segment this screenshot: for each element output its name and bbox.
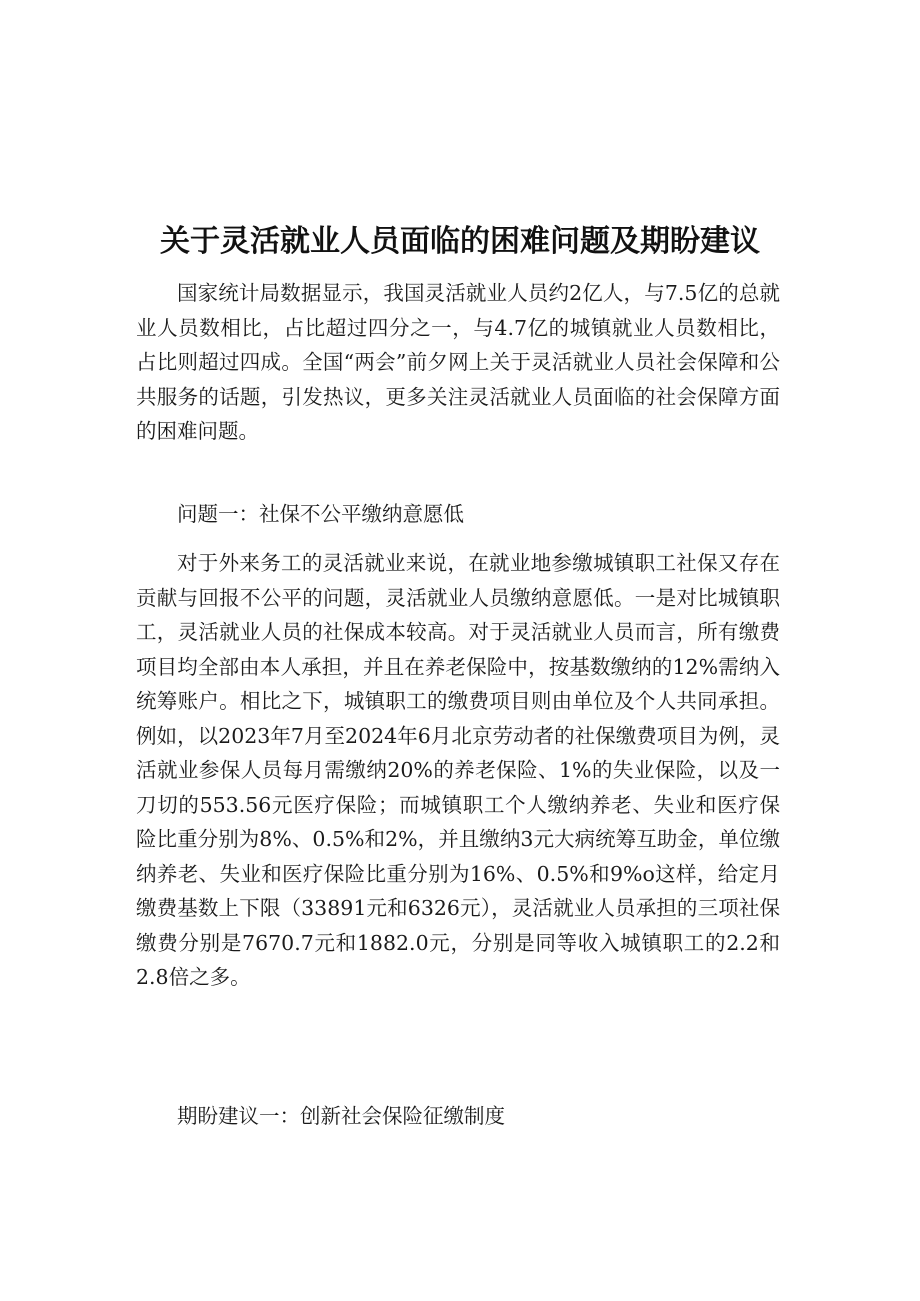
suggestion-heading: 期盼建议一：创新社会保险征缴制度 <box>177 1104 505 1128</box>
document-title: 关于灵活就业人员面临的困难问题及期盼建议 <box>160 224 760 259</box>
intro-paragraph: 国家统计局数据显示，我国灵活就业人员约2亿人，与7.5亿的总就业人员数相比，占比超过四分之一，与4.7亿的城镇就业人员数相比，占比则超过四成。全国“两会”前夕网上关于灵活就业人员社会保障和公共服务的话题，引发热议，更多关注灵活就业人员面临的社会保障方面的困难问题。 <box>136 281 780 443</box>
problem-heading: 问题一：社保不公平缴纳意愿低 <box>177 502 464 526</box>
problem-paragraph: 对于外来务工的灵活就业来说，在就业地参缴城镇职工社保又存在贡献与回报不公平的问题，灵活就业人员缴纳意愿低。一是对比城镇职工，灵活就业人员的社保成本较高。对于灵活就业人员而言，所有缴费项目均全部由本人承担，并且在养老保险中，按基数缴纳的12%需纳入统筹账户。相比之下，城镇职工的缴费项目则由单位及个人共同承担。例如，以2023年7月至2024年6月北京劳动者的社保缴费项目为例，灵活就业参保人员每月需缴纳20%的养老保险、1%的失业保险，以及一刀切的553.56元医疗保险；而城镇职工个人缴纳养老、失业和医疗保险比重分别为8%、0.5%和2%，并且缴纳3元大病统筹互助金，单位缴纳养老、失业和医疗保险比重分别为16%、0.5%和9%o这样，给定月缴费基数上下限（33891元和6326元），灵活就业人员承担的三项社保缴费分别是7670.7元和1882.0元，分别是同等收入城镇职工的2.2和2.8倍之多。 <box>136 551 780 989</box>
